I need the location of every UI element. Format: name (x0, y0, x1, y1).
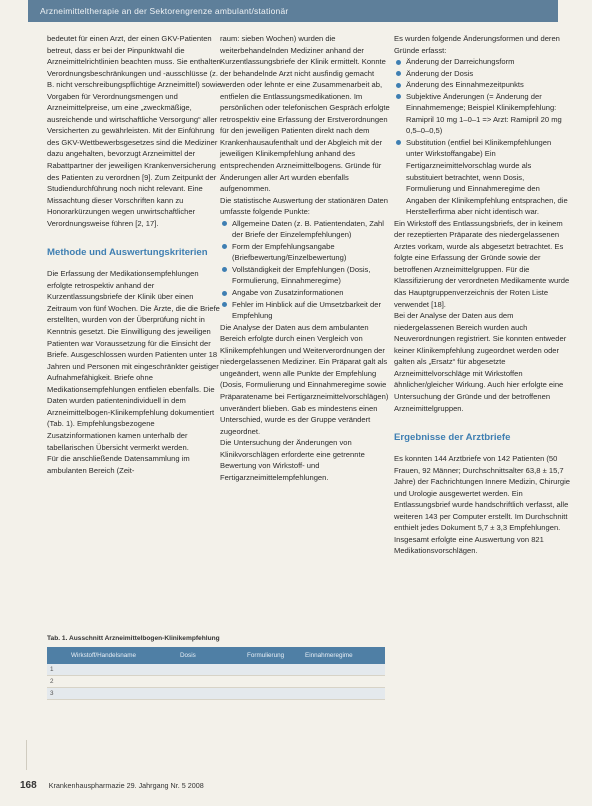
column-2 (220, 33, 396, 483)
column-3 (394, 33, 570, 557)
list-item: Substitution (entfiel bei Klinikempfehlungen unter Wirkstoffangabe) Ein Fertigarzneimittelvorschlag wurde als substituiert betrachtet, wenn Dosis, Formulierung und Einnahmeregime den Angaben der Klinikempfehlung entsprachen, die Herstellerfirma aber nicht identisch war. (394, 137, 570, 218)
paragraph: raum: sieben Wochen) wurden die weiterbehandelnden Mediziner anhand der Kurzentlassungsbriefe der Klinik ermittelt. Konnte der behandelnde Arzt nicht ausfindig gemacht werden oder lehnte er eine Zusammenarbeit ab, entfielen die Entlassungsmedikationen. Im persönlichen oder telefonischen Gespräch erfolgte retrospektiv eine Erfassung der Erstverordnungen für den jeweiligen Patienten direkt nach dem Krankenhausaufenthalt und der Abgleich mit der jeweiligen Klinikempfehlung anhand des entsprechenden Arzneimittelbogens. Gründe für Änderungen aller Art wurden ebenfalls aufgenommen. (220, 34, 390, 194)
section-heading-results: Ergebnisse der Arztbriefe (394, 432, 511, 444)
table-1 (47, 634, 385, 700)
table-row (47, 664, 385, 676)
section-heading-methods: Methode und Auswertungskriterien (47, 247, 208, 259)
paragraph: Die Analyse der Daten aus dem ambulanten Bereich erfolgte durch einen Vergleich von Klinikempfehlungen und Weiterverordnungen der niedergelassenen Mediziner. Ein Präparat galt als ungeändert, wenn alle Punkte der Empfehlung (Dosis, Formulierung und Einnahmeregime sowie Präparatename bei Fertigarzneimittelvorschlägen) unverändert blieben. Gab es mindestens einen Unterschied, wurde es der Gruppe verändert zugeordnet. (220, 322, 389, 436)
table-row (47, 676, 385, 688)
column-header: Einnahmeregime (305, 652, 353, 659)
running-header (28, 0, 558, 22)
column-header: Wirkstoff/Handelsname (71, 652, 136, 659)
paragraph: Ein Wirkstoff des Entlassungsbriefs, der in keinem der rezeptierten Präparate des niedergelassenen Arztes vorkam, wurde als abgesetzt betrachtet. Es folgte eine Erfassung der Gründe sowie der betroffenen Arzneimittelgruppen. Für die Klassifizierung der verordneten Medikamente wurde das Hauptgruppenverzeichnis der Roten Liste verwendet [18]. (394, 218, 570, 309)
column-header: Formulierung (247, 652, 285, 659)
running-title: Arzneimitteltherapie an der Sektorengrenze ambulant/stationär (40, 6, 289, 16)
table-header (47, 647, 385, 664)
table-caption: Tab. 1. Ausschnitt Arzneimittelbogen-Klinikempfehlung (47, 635, 220, 642)
row-number: 3 (50, 690, 54, 697)
list-item: Angabe von Zusatzinformationen (220, 287, 396, 299)
column-header: Dosis (180, 652, 196, 659)
paragraph: Es wurden folgende Änderungsformen und deren Gründe erfasst: (394, 34, 560, 55)
bullet-list (220, 218, 396, 322)
paragraph: Es konnten 144 Arztbriefe von 142 Patienten (50 Frauen, 92 Männer; Durchschnittsalter 63,8 ± 15,7 Jahre) der Fachrichtungen Innere Medizin, Chirurgie und Urologie ausgewertet werden. Ein Entlassungsbrief wurde handschriftlich verfasst, alle weiteren 143 per Computer erstellt. Im Durchschnitt enthielt jedes Dokument 5,7 ± 3,3 Empfehlungen. Insgesamt erfolgte eine Auswertung von 821 Medikationsvorschlägen. (394, 454, 571, 556)
list-item: Änderung des Einnahmezeitpunkts (394, 79, 570, 91)
paragraph: Die Erfassung der Medikationsempfehlungen erfolgte retrospektiv anhand der Kurzentlassungsbriefe der Klinik über einen Zeitraum von fünf Wochen. Die Ärzte, die die Briefe erstellten, wurden von der Überprüfung nicht in Kenntnis gesetzt. Die Einwilligung des jeweiligen Patienten war Voraussetzung für die Einsicht der Briefe. Ausgeschlossen wurden Patienten unter 18 Jahren und Personen mit eingeschränkter geistiger Aufnahmefähigkeit. Briefe ohne Medikationsempfehlungen entfielen ebenfalls. Die Daten wurden patientenindividuell in dem Arzneimittelbogen-Klinikempfehlung dokumentiert (Tab. 1). Empfehlungsbezogene Zusatzinformationen kamen unterhalb der tabellarischen Übersicht vermerkt werden. (47, 269, 220, 452)
row-number: 2 (50, 678, 54, 685)
list-item: Vollständigkeit der Empfehlungen (Dosis, Formulierung, Einnahmeregime) (220, 264, 396, 287)
paragraph: Für die anschließende Datensammlung im ambulanten Bereich (Zeit- (47, 454, 190, 475)
list-item: Subjektive Änderungen (= Änderung der Einnahmemenge; Beispiel Klinikempfehlung: Ramipril 10 mg 1–0–1 => Arzt: Ramipril 20 mg 0,5–0–0,5) (394, 91, 570, 137)
page-number: 168 (20, 780, 37, 791)
paragraph: Die statistische Auswertung der stationären Daten umfasste folgende Punkte: (220, 195, 388, 217)
list-item: Allgemeine Daten (z. B. Patientendaten, Zahl der Briefe der Einzelempfehlungen) (220, 218, 396, 241)
bullet-list (394, 56, 570, 218)
margin-rule (26, 740, 27, 770)
paragraph: Bei der Analyse der Daten aus dem niedergelassenen Bereich wurden auch Neuverordnungen registriert. Sie konnten entweder keiner Klinikempfehlung zugeordnet werden oder galten als „Ersatz“ für abgesetzte Arzneimittelvorschläge mit Wirkstoffen ähnlicher/gleicher Wirkung. Auch hier erfolgte eine Untersuchung der Gründe und der betroffenen Arzneimittelgruppen. (394, 311, 567, 413)
journal-info: Krankenhauspharmazie 29. Jahrgang Nr. 5 2008 (48, 781, 204, 790)
list-item: Änderung der Dosis (394, 68, 570, 80)
list-item: Fehler im Hinblick auf die Umsetzbarkeit der Empfehlung (220, 299, 396, 322)
paragraph: Die Untersuchung der Änderungen von Klinikvorschlägen erforderte eine getrennte Bewertung von Wirkstoff- und Fertigarzneimittelempfehlungen. (220, 438, 365, 482)
row-number: 1 (50, 666, 54, 673)
table-row (47, 688, 385, 700)
column-1 (47, 33, 223, 476)
page-footer (20, 780, 204, 791)
list-item: Änderung der Darreichungsform (394, 56, 570, 68)
paragraph: bedeutet für einen Arzt, der einen GKV-Patienten betreut, dass er bei der Pinpunktwahl die Arzneimittelrichtlinien beachten muss. Sie enthalten Verordnungsbeschränkungen und -ausschlüsse (z. B. nicht verschreibungspflichtige Arzneimittel) sowie Vorgaben für Verordnungsmengen und Arzneimittelpreise, um eine „zweckmäßige, ausreichende und wirtschaftliche Versorgung“ aller Versicherten zu gewährleisten. Mit der Einführung des GKV-Wettbewerbsgesetzes sind die Mediziner dazu angehalten, bevorzugt Arzneimittel der Rabattpartner der jeweiligen Krankenversicherung des Patienten zu verordnen [9]. Zum Zeitpunkt der Studiendurchführung noch nicht relevant. Eine Missachtung dieser Vorschriften kann zu Honorarkürzungen wegen unwirtschaftlicher Verordnungsweise führen [2, 17]. (47, 34, 222, 228)
list-item: Form der Empfehlungsangabe (Briefbewertung/Einzelbewertung) (220, 241, 396, 264)
